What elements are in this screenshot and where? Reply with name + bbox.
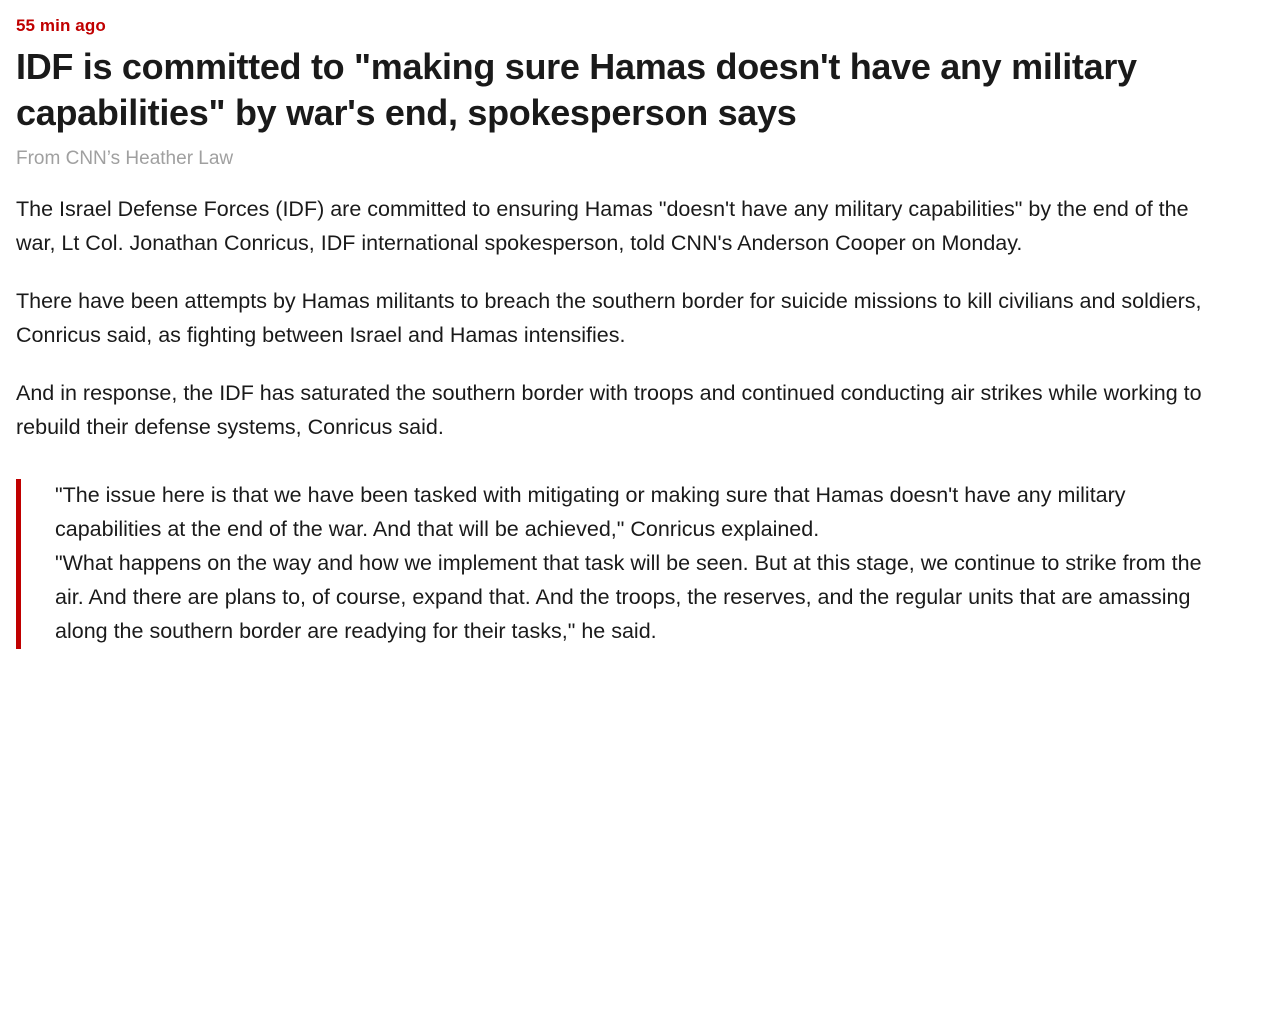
byline: From CNN’s Heather Law bbox=[16, 147, 234, 169]
article-paragraph: The Israel Defense Forces (IDF) are committed to ensuring Hamas "doesn't have any military capabilities" by the end of the war, Lt Col. Jonathan Conricus, IDF international spokesperson, told CNN's Anderson Cooper on Monday. bbox=[16, 197, 1189, 256]
quote-paragraph: "The issue here is that we have been tasked with mitigating or making sure that Hamas doesn't have any military capabilities at the end of the war. And that will be achieved," Conricus explained. bbox=[55, 483, 1126, 542]
article-paragraph: And in response, the IDF has saturated the southern border with troops and continued conducting air strikes while working to rebuild their defense systems, Conricus said. bbox=[16, 381, 1202, 440]
article-paragraph: There have been attempts by Hamas militants to breach the southern border for suicide missions to kill civilians and soldiers, Conricus said, as fighting between Israel and Hamas intensifies. bbox=[16, 289, 1202, 348]
page-title: IDF is committed to "making sure Hamas doesn't have any military capabilities" by war's end, spokesperson says bbox=[16, 46, 1137, 134]
pull-quote bbox=[16, 479, 1232, 649]
timestamp: 55 min ago bbox=[16, 16, 106, 35]
quote-paragraph: "What happens on the way and how we implement that task will be seen. But at this stage, we continue to strike from the air. And there are plans to, of course, expand that. And the troops, the reserves, and the regular units that are amassing along the southern border are readying for their tasks," he said. bbox=[55, 550, 1202, 643]
